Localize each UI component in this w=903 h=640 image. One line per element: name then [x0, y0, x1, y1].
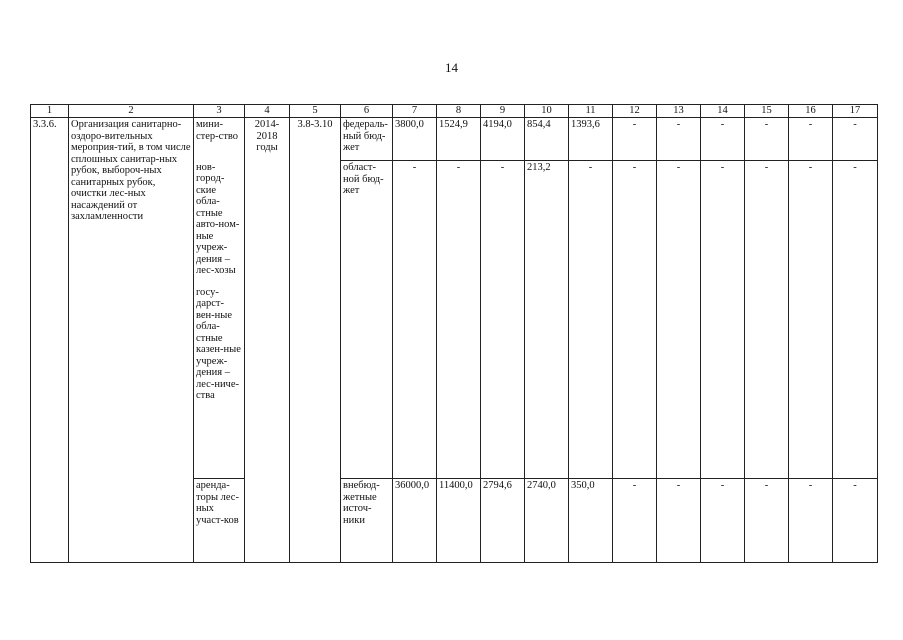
header-cell: 17	[833, 105, 878, 118]
value-cell: -	[701, 118, 745, 161]
header-cell: 2	[69, 105, 194, 118]
value-cell: -	[393, 161, 437, 479]
value-cell: -	[745, 161, 789, 479]
executor-1: мини-стер-ство	[194, 118, 245, 161]
program-table	[30, 104, 878, 563]
header-cell: 10	[525, 105, 569, 118]
value-cell: 36000,0	[393, 479, 437, 563]
header-cell: 13	[657, 105, 701, 118]
header-cell: 15	[745, 105, 789, 118]
value-cell: -	[481, 161, 525, 479]
executor-2-3	[194, 161, 245, 479]
target-indicator: 3.8-3.10	[290, 118, 341, 563]
value-cell: -	[657, 479, 701, 563]
value-cell: 213,2	[525, 161, 569, 479]
header-cell: 7	[393, 105, 437, 118]
item-name: Организация санитарно-оздоро-вительных мероприя-тий, в том числе сплошных санитар-ных рубок, выбороч-ных санитарных рубок, очистки лес-ных насаждений от захламленности	[69, 118, 194, 563]
table-row	[31, 118, 878, 161]
value-cell: 1393,6	[569, 118, 613, 161]
header-cell: 8	[437, 105, 481, 118]
value-cell: -	[833, 479, 878, 563]
value-cell: -	[701, 161, 745, 479]
source-label: внебюд-жетные источ-ники	[341, 479, 393, 563]
source-label: област-ной бюд-жет	[341, 161, 393, 479]
executor-4: аренда-торы лес-ных участ-ков	[194, 479, 245, 563]
value-cell: -	[657, 118, 701, 161]
source-label: федераль-ный бюд-жет	[341, 118, 393, 161]
item-number: 3.3.6.	[31, 118, 69, 563]
executor-3: госу-дарст-вен-ные обла-стные казен-ные учреж-дения – лес-ниче-ства	[196, 286, 241, 401]
header-row	[31, 105, 878, 118]
header-cell: 1	[31, 105, 69, 118]
value-cell: -	[745, 118, 789, 161]
value-cell: -	[701, 479, 745, 563]
value-cell: 3800,0	[393, 118, 437, 161]
value-cell: -	[437, 161, 481, 479]
header-cell: 14	[701, 105, 745, 118]
header-cell: 9	[481, 105, 525, 118]
page-number: 14	[445, 60, 458, 75]
executor-2: нов-город-ские обла-стные авто-ном-ные учреж-дения – лес-хозы	[196, 161, 240, 276]
value-cell: -	[833, 118, 878, 161]
value-cell: -	[789, 161, 833, 479]
value-cell: -	[657, 161, 701, 479]
value-cell: -	[789, 479, 833, 563]
header-cell: 3	[194, 105, 245, 118]
value-cell: 11400,0	[437, 479, 481, 563]
header-cell: 12	[613, 105, 657, 118]
header-cell: 6	[341, 105, 393, 118]
value-cell: 1524,9	[437, 118, 481, 161]
value-cell: 854,4	[525, 118, 569, 161]
header-cell: 16	[789, 105, 833, 118]
header-cell: 5	[290, 105, 341, 118]
value-cell: 2794,6	[481, 479, 525, 563]
value-cell: -	[613, 118, 657, 161]
value-cell: -	[789, 118, 833, 161]
value-cell: 350,0	[569, 479, 613, 563]
value-cell: -	[613, 161, 657, 479]
period: 2014-2018 годы	[245, 118, 290, 563]
header-cell: 4	[245, 105, 290, 118]
value-cell: -	[833, 161, 878, 479]
value-cell: -	[613, 479, 657, 563]
value-cell: -	[745, 479, 789, 563]
header-cell: 11	[569, 105, 613, 118]
value-cell: 2740,0	[525, 479, 569, 563]
value-cell: 4194,0	[481, 118, 525, 161]
value-cell: -	[569, 161, 613, 479]
